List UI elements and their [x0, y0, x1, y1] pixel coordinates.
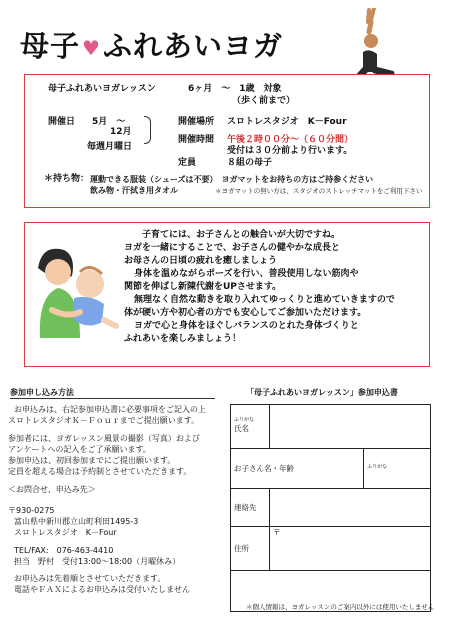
items-line2: 飲み物・汗拭き用タオル — [90, 186, 178, 195]
intro-line: お母さんの日頃の疲れを癒しましょう — [124, 256, 278, 266]
items-note: ＊ヨガマットの無い方は、スタジオのストレッチマットをご利用下さい — [215, 187, 423, 195]
venue: スロトレスタジオ K－Four — [227, 117, 347, 127]
capacity: ８組の母子 — [227, 158, 273, 168]
application-para1-line: お申込みは、右記参加申込書に必要事項をご記入の上 — [14, 405, 206, 414]
time-label: 開催時間 — [178, 135, 215, 145]
title-left: 母子 — [20, 29, 81, 63]
application-para2-line: アンケートへの記入をご了承願います。 — [8, 445, 151, 454]
intro-line: ヨガを一緒にすることで、お子さんの健やかな成長と — [124, 243, 340, 253]
address-label: 住所 — [234, 544, 249, 553]
application-para2-line: 参加者には、ヨガレッスン風景の撮影（写真）および — [8, 434, 200, 443]
note-no-phone: 電話やＦＡＸによるお申込みは受付いたしません — [14, 585, 190, 594]
application-heading: 参加申し込み方法 — [10, 388, 215, 399]
title-right: ふれあいヨガ — [102, 29, 283, 63]
name-label-cell — [231, 405, 270, 449]
contact-label-cell — [231, 489, 270, 527]
address-label-cell — [231, 527, 270, 571]
dates-week: 毎週月曜日 — [87, 142, 133, 152]
dates-from: 5月 ～ — [92, 117, 126, 127]
items-line1: 運動できる服装（シューズは不要） ヨガマットをお持ちの方はご持参ください — [90, 175, 374, 184]
application-para2-line: 定員を超える場合は予約制とさせていただきます。 — [8, 467, 192, 476]
page-title — [20, 24, 283, 65]
postal-code: 〒930-0275 — [8, 506, 55, 515]
intro-line: 関節を伸ばし新陳代謝をUPさせます。 — [124, 282, 282, 292]
furigana-label: ふりがな — [234, 416, 255, 423]
child-label: お子さん名・年齢 — [234, 464, 294, 473]
intro-line: 体が硬い方や初心者の方でも安心してご参加いただけます。 — [124, 308, 367, 318]
tel-fax: TEL/FAX: 076-463-4410 — [14, 546, 114, 555]
heart-icon: ♥ — [82, 36, 101, 60]
mother-child-illustration — [28, 240, 123, 340]
target-note: （歩く前まで） — [232, 96, 296, 106]
note-first-come: お申込みは先着順とさせていただきます。 — [14, 574, 166, 583]
address: 富山県中新川郡立山町利田1495-3 — [14, 517, 139, 526]
application-para1-line: スロトレスタジオＫ－Ｆｏｕｒまでご提出願います。 — [8, 416, 200, 425]
target-age: 6ヶ月 ～ 1歳 対象 — [188, 84, 282, 94]
application-form — [230, 404, 431, 612]
intro-line: ふれあいを楽しみましょう！ — [124, 334, 242, 344]
capacity-label: 定員 — [178, 158, 197, 168]
contact-field[interactable] — [270, 489, 431, 527]
studio-name: スロトレスタジオ K－Four — [14, 528, 117, 537]
intro-line: 無理なく自然な動きを取り入れてゆっくりと進めていきますので — [134, 295, 395, 305]
name-label: 氏名 — [234, 423, 249, 433]
address-field[interactable] — [270, 527, 431, 571]
contact-person: 担当 野村 受付13:00～18:00（月曜休み） — [14, 557, 181, 566]
name-field[interactable] — [270, 405, 431, 449]
child-label-cell — [231, 449, 364, 489]
intro-line: ヨガで心と身体をほぐしバランスのとれた身体づくりと — [134, 321, 359, 331]
privacy-note: ＊個人情報は、ヨガレッスンのご案内以外には使用いたしません — [246, 603, 435, 611]
dates-label: 開催日 — [48, 117, 76, 127]
dates-to: 12月 — [110, 127, 132, 137]
child-field[interactable] — [364, 449, 431, 489]
contact-heading: ＜お問合せ、申込み先＞ — [8, 485, 96, 494]
venue-label: 開催場所 — [178, 117, 215, 127]
items-label: ＊持ち物： — [44, 174, 90, 184]
time-note: 受付は３０分前より行います。 — [227, 146, 353, 156]
date-brace — [144, 116, 151, 144]
furigana-label: ふりがな — [367, 464, 388, 470]
application-para2-line: 参加申込は、初回参加までにご提出願います。 — [8, 456, 176, 465]
time-value: 午後２時００分～（６０分間） — [227, 135, 354, 145]
postal-mark: 〒 — [273, 528, 281, 537]
contact-label: 連絡先 — [234, 503, 257, 512]
intro-line: 身体を温めながらポーズを行い、普段使用しない筋肉や — [134, 269, 359, 279]
intro-line: 子育てには、お子さんとの触合いが大切ですね。 — [142, 230, 341, 240]
lesson-name: 母子ふれあいヨガレッスン — [48, 84, 156, 94]
form-title: 「母子ふれあいヨガレッスン」参加申込書 — [246, 388, 398, 397]
